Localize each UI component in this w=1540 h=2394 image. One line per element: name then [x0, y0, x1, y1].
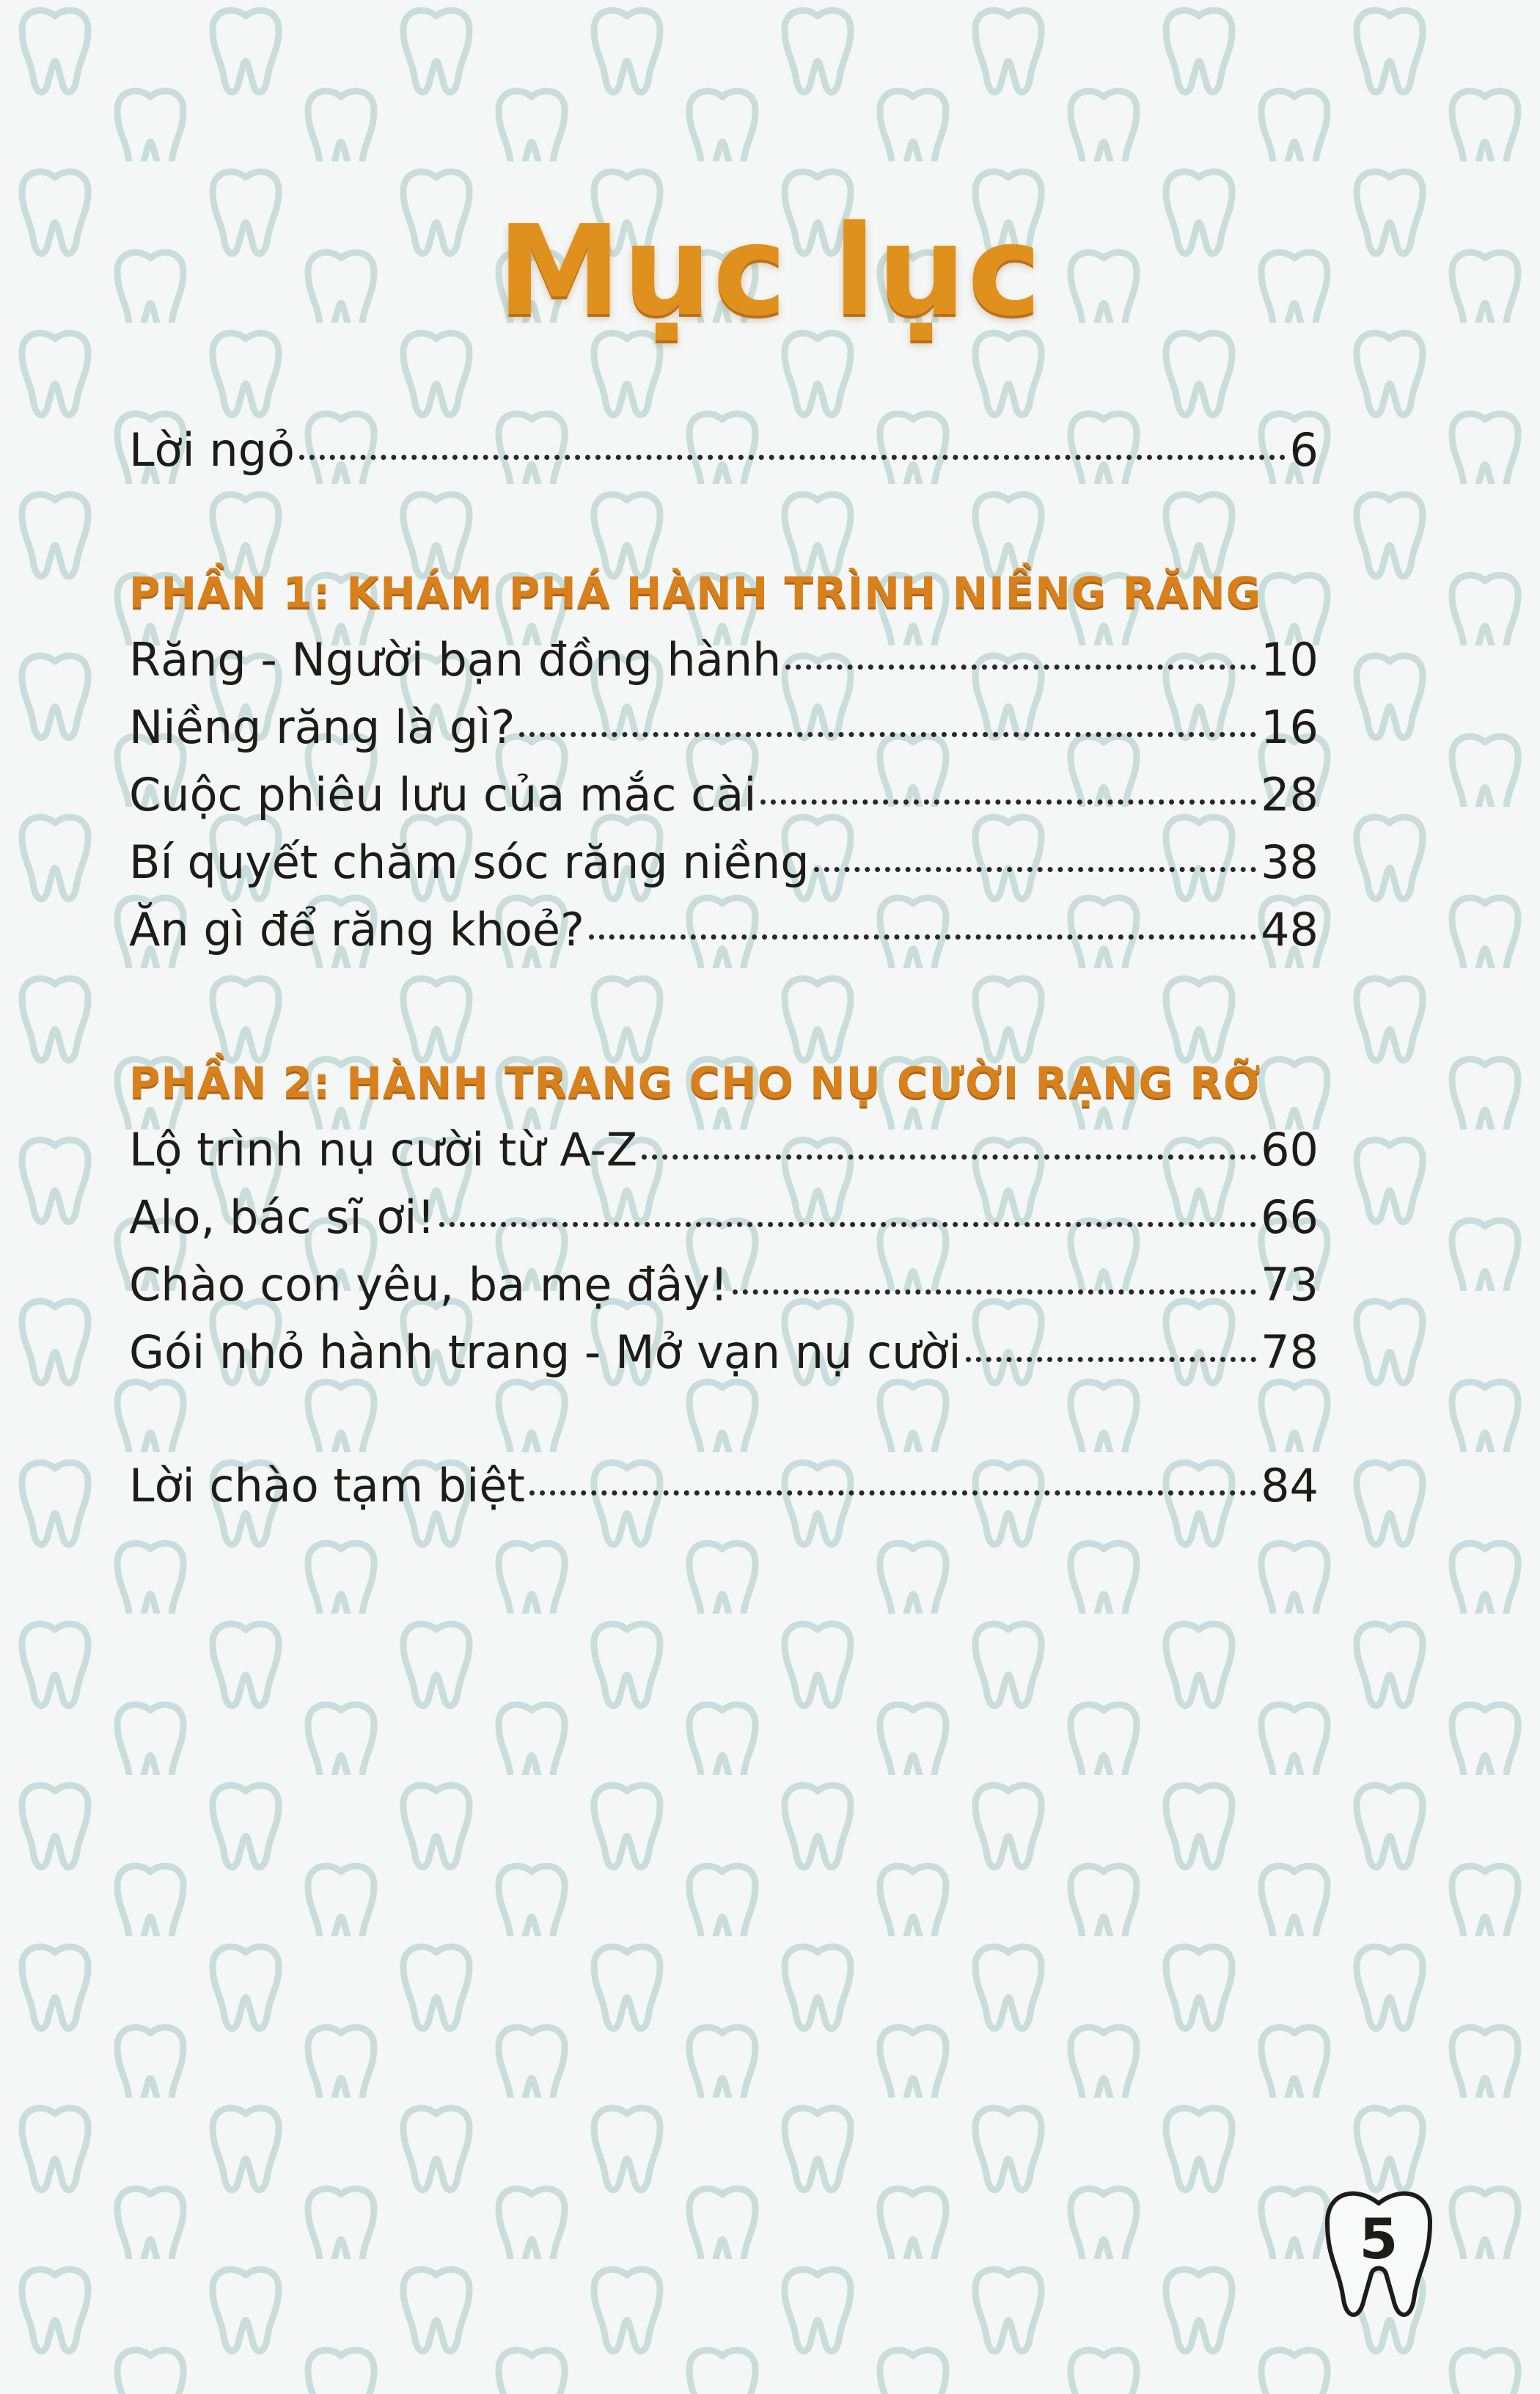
toc-entry-page: 66: [1261, 1190, 1319, 1244]
toc-intro: [129, 417, 1319, 484]
toc-entry[interactable]: [129, 1116, 1319, 1184]
dot-leader: [814, 867, 1256, 872]
toc-entry-label: Răng - Người bạn đồng hành: [129, 633, 782, 687]
toc-entry-label: Lời ngỏ: [129, 423, 295, 477]
toc-entry[interactable]: [129, 626, 1319, 694]
toc-entry-page: 60: [1261, 1123, 1319, 1176]
toc-entry-page: 48: [1261, 903, 1319, 956]
toc-entry[interactable]: [129, 1319, 1319, 1386]
dot-leader: [760, 799, 1256, 805]
dot-leader: [966, 1357, 1256, 1362]
dot-leader: [439, 1222, 1256, 1227]
section-heading: PHẦN 2: HÀNH TRANG CHO NỤ CƯỜI RẠNG RỠ: [129, 1058, 1261, 1108]
toc-entry-label: Niềng răng là gì?: [129, 700, 516, 754]
toc-entry-page: 78: [1261, 1325, 1319, 1379]
toc-entry-label: Alo, bác sĩ ơi!: [129, 1190, 436, 1244]
toc-entry[interactable]: [129, 896, 1319, 964]
toc-entry[interactable]: [129, 417, 1319, 484]
toc-entry-page: 10: [1261, 633, 1319, 687]
toc-entry-page: 6: [1289, 423, 1319, 477]
toc-entry[interactable]: [129, 761, 1319, 829]
toc-entry[interactable]: [129, 694, 1319, 761]
dot-leader: [785, 665, 1256, 670]
page-title: Mục lục: [496, 199, 1044, 344]
toc-outro: [129, 1452, 1319, 1520]
toc-entry-label: Gói nhỏ hành trang - Mở vạn nụ cười: [129, 1325, 961, 1379]
dot-leader: [642, 1154, 1256, 1160]
toc-entry-label: Cuộc phiêu lưu của mắc cài: [129, 768, 757, 821]
toc-entry-label: Bí quyết chăm sóc răng niềng: [129, 835, 810, 889]
dot-leader: [589, 934, 1256, 940]
page-number-badge: [1313, 2178, 1445, 2325]
toc-entry-page: 28: [1261, 768, 1319, 821]
toc-entry[interactable]: [129, 1184, 1319, 1251]
toc-entry-page: 38: [1261, 835, 1319, 889]
toc-entry-label: Lộ trình nụ cười từ A-Z: [129, 1123, 638, 1176]
toc-entry-page: 16: [1261, 700, 1319, 754]
toc-entry-label: Lời chào tạm biệt: [129, 1459, 525, 1512]
toc-entry-page: 73: [1261, 1258, 1319, 1311]
toc-entry[interactable]: [129, 1452, 1319, 1520]
toc-entry-page: 84: [1261, 1459, 1319, 1512]
dot-leader: [299, 455, 1286, 460]
toc-entry[interactable]: [129, 1251, 1319, 1319]
toc-section-1: [129, 559, 1319, 964]
dot-leader: [529, 1490, 1256, 1496]
dot-leader: [519, 732, 1256, 737]
dot-leader: [733, 1289, 1256, 1295]
toc-section-2: [129, 1049, 1319, 1386]
toc-entry[interactable]: [129, 829, 1319, 896]
section-heading: PHẦN 1: KHÁM PHÁ HÀNH TRÌNH NIỀNG RĂNG: [129, 568, 1262, 618]
page-number: 5: [1359, 2206, 1398, 2272]
toc-entry-label: Ăn gì để răng khoẻ?: [129, 903, 584, 956]
toc-entry-label: Chào con yêu, ba mẹ đây!: [129, 1258, 728, 1311]
